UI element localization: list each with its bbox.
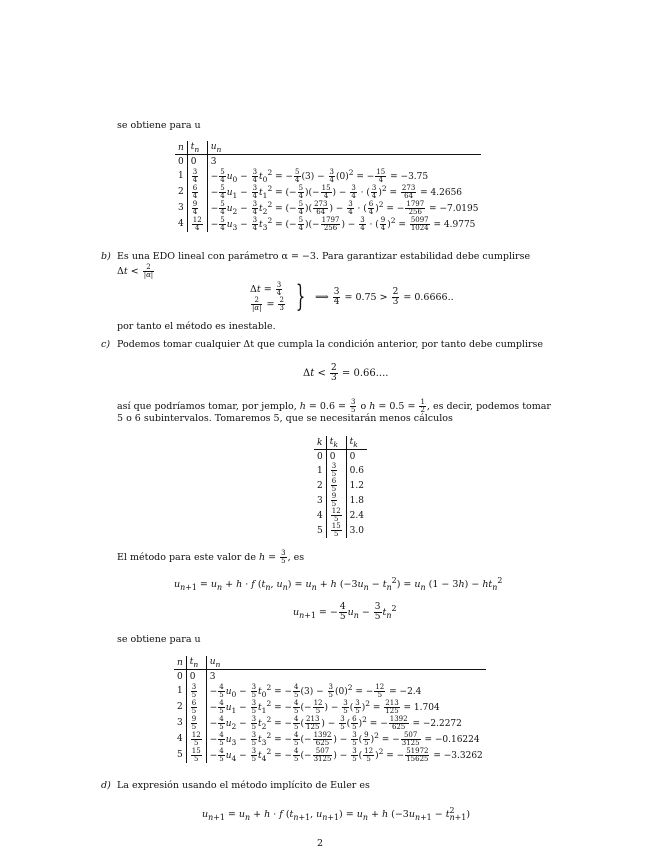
table-header-row: n $t_n$ $u_n$ xyxy=(175,141,481,155)
table-row: 4 $\frac{12}{5}$ 2.4 xyxy=(314,508,367,523)
table-time-steps xyxy=(314,436,367,538)
stability-system: Δt = $\frac{3}{4}$ $\frac{2}{|\alpha|}$ = $\frac{2}{3}$ } ⟹ $\frac{3}{4}$ = 0.75 > $\frac{2}{3}$ = 0.6666.. xyxy=(250,279,454,314)
table-euler-h34 xyxy=(175,141,481,232)
page-number: 2 xyxy=(317,838,324,849)
part-c-text2: así que podríamos tomar, por jemplo, h = 0.6 = $\frac{3}{5}$ o h = 0.5 = $\frac{1}{2}$ , es decir, podemos tomar xyxy=(117,398,551,414)
part-b-conclusion: por tanto el método es inestable. xyxy=(117,321,276,332)
part-b-label: b) xyxy=(101,251,111,262)
intro-text-u: se obtiene para u xyxy=(117,120,201,131)
table-row: 4 $\frac{12}{5}$ − $\frac{4}{5}$ $u_3$ − $\frac{3}{5}$ $t_3^2$ = − $\frac{4}{5}$ (− $\frac{1392}{625}$ ) − $\frac{3}{5}$ ( $\frac{9}{5}$ )$^2$ = − $\frac{507}{3125}$ = −0.16224 xyxy=(174,731,486,747)
part-c-inequality: Δt < $\frac{2}{3}$ = 0.66.... xyxy=(303,363,389,383)
method-text: El método para este valor de h = $\frac{3}{5}$ , es xyxy=(117,549,305,565)
table-row: 3 $\frac{9}{4}$ − $\frac{5}{4}$ $u_2$ − $\frac{3}{4}$ $t_2^2$ = (− $\frac{5}{4}$ )( $\frac{273}{64}$ ) − $\frac{3}{4}$ · ( $\frac{6}{4}$ )$^2$ = − $\frac{1797}{256}$ = −7.0195 xyxy=(175,200,481,216)
table-row: 0 0 3 xyxy=(175,155,481,169)
table-row: 1 $\frac{3}{5}$ − $\frac{4}{5}$ $u_0$ − $\frac{3}{5}$ $t_0^2$ = − $\frac{4}{5}$ (3) − $\frac{3}{5}$ $(0)^2$ = − $\frac{12}{5}$ = −2.4 xyxy=(174,683,486,699)
table-row: 2 $\frac{6}{5}$ − $\frac{4}{5}$ $u_1$ − $\frac{3}{5}$ $t_1^2$ = − $\frac{4}{5}$ (− $\frac{12}{5}$ ) − $\frac{3}{5}$ ( $\frac{3}{5}$ )$^2$ = $\frac{213}{125}$ = 1.704 xyxy=(174,699,486,715)
table-row: 1 $\frac{3}{4}$ − $\frac{5}{4}$ $u_0$ − $\frac{3}{4}$ $t_0^2$ = − $\frac{5}{4}$ (3) − $\frac{3}{4}$ $(0)^2$ = − $\frac{15}{4}$ = −3.75 xyxy=(175,168,481,184)
part-d-label: d) xyxy=(101,780,111,791)
table-row: 3 $\frac{9}{5}$ 1.8 xyxy=(314,493,367,508)
part-c-text1: Podemos tomar cualquier Δt que cumpla la condición anterior, por tanto debe cumplirse xyxy=(117,339,544,350)
table-row: 2 $\frac{6}{4}$ − $\frac{5}{4}$ $u_1$ − $\frac{3}{4}$ $t_1^2$ = (− $\frac{5}{4}$ )(− $\frac{15}{4}$ ) − $\frac{3}{4}$ · ( $\frac{3}{4}$ )$^2$ = $\frac{273}{64}$ = 4.2656 xyxy=(175,184,481,200)
part-b-condition: Δt < $\frac{2}{|\alpha|}$ xyxy=(117,263,154,279)
part-c-label: c) xyxy=(101,339,111,350)
table-row: 0 0 3 xyxy=(174,670,486,684)
table-header-row: n $t_n$ $u_n$ xyxy=(174,656,486,670)
equation-recurrence: $u_{n+1}$ = − $\frac{4}{5}$ $u_n$ − $\frac{3}{5}$ $t_n^2$ xyxy=(293,602,397,622)
part-c-text3: 5 o 6 subintervalos. Tomaremos 5, que se necesitarán menos cálculos xyxy=(117,413,453,424)
equation-explicit-euler: $u_{n+1} = u_n + h \cdot f$ ($t_n$, $u_n) = u_n + h$ $(-3u_n - t_n^2) = u_n$ $(1 - 3h) - ht_n^2$ xyxy=(174,576,503,593)
table-row: 1 $\frac{3}{5}$ 0.6 xyxy=(314,463,367,478)
part-d-text: La expresión usando el método implícito de Euler es xyxy=(117,780,370,791)
table-row: 4 $\frac{12}{4}$ − $\frac{5}{4}$ $u_3$ − $\frac{3}{4}$ $t_3^2$ = (− $\frac{5}{4}$ )(− $\frac{1797}{256}$ ) − $\frac{3}{4}$ · ( $\frac{9}{4}$ )$^2$ = $\frac{5097}{1024}$ = 4.9775 xyxy=(175,216,481,232)
table-row: 5 $\frac{15}{5}$ − $\frac{4}{5}$ $u_4$ − $\frac{3}{5}$ $t_4^2$ = − $\frac{4}{5}$ (− $\frac{507}{3125}$ ) − $\frac{3}{5}$ ( $\frac{12}{5}$ )$^2$ = − $\frac{51972}{15625}$ = −3.3262 xyxy=(174,747,486,763)
part-b-text: Es una EDO lineal con parámetro α = −3. Para garantizar estabilidad debe cumplirse xyxy=(117,251,531,262)
table-row: 2 $\frac{6}{5}$ 1.2 xyxy=(314,478,367,493)
table-row: 0 0 0 xyxy=(314,450,367,464)
table-row: 3 $\frac{9}{5}$ − $\frac{4}{5}$ $u_2$ − $\frac{3}{5}$ $t_2^2$ = − $\frac{4}{5}$ ( $\frac{213}{125}$ ) − $\frac{3}{5}$ ( $\frac{6}{5}$ )$^2$ = − $\frac{1392}{625}$ = −2.2272 xyxy=(174,715,486,731)
equation-implicit-euler: $u_{n+1} = u_n + h \cdot f$ ($t_{n+1}$, $u_{n+1}) = u_n + h$ $(-3u_{n+1} - t^2_{n+1})$ xyxy=(202,806,471,823)
table-euler-h35 xyxy=(174,656,486,763)
table-header-row: k $t_k$ $t_k$ xyxy=(314,436,367,450)
intro-text-u-2: se obtiene para u xyxy=(117,634,201,645)
table-row: 5 $\frac{15}{5}$ 3.0 xyxy=(314,523,367,538)
